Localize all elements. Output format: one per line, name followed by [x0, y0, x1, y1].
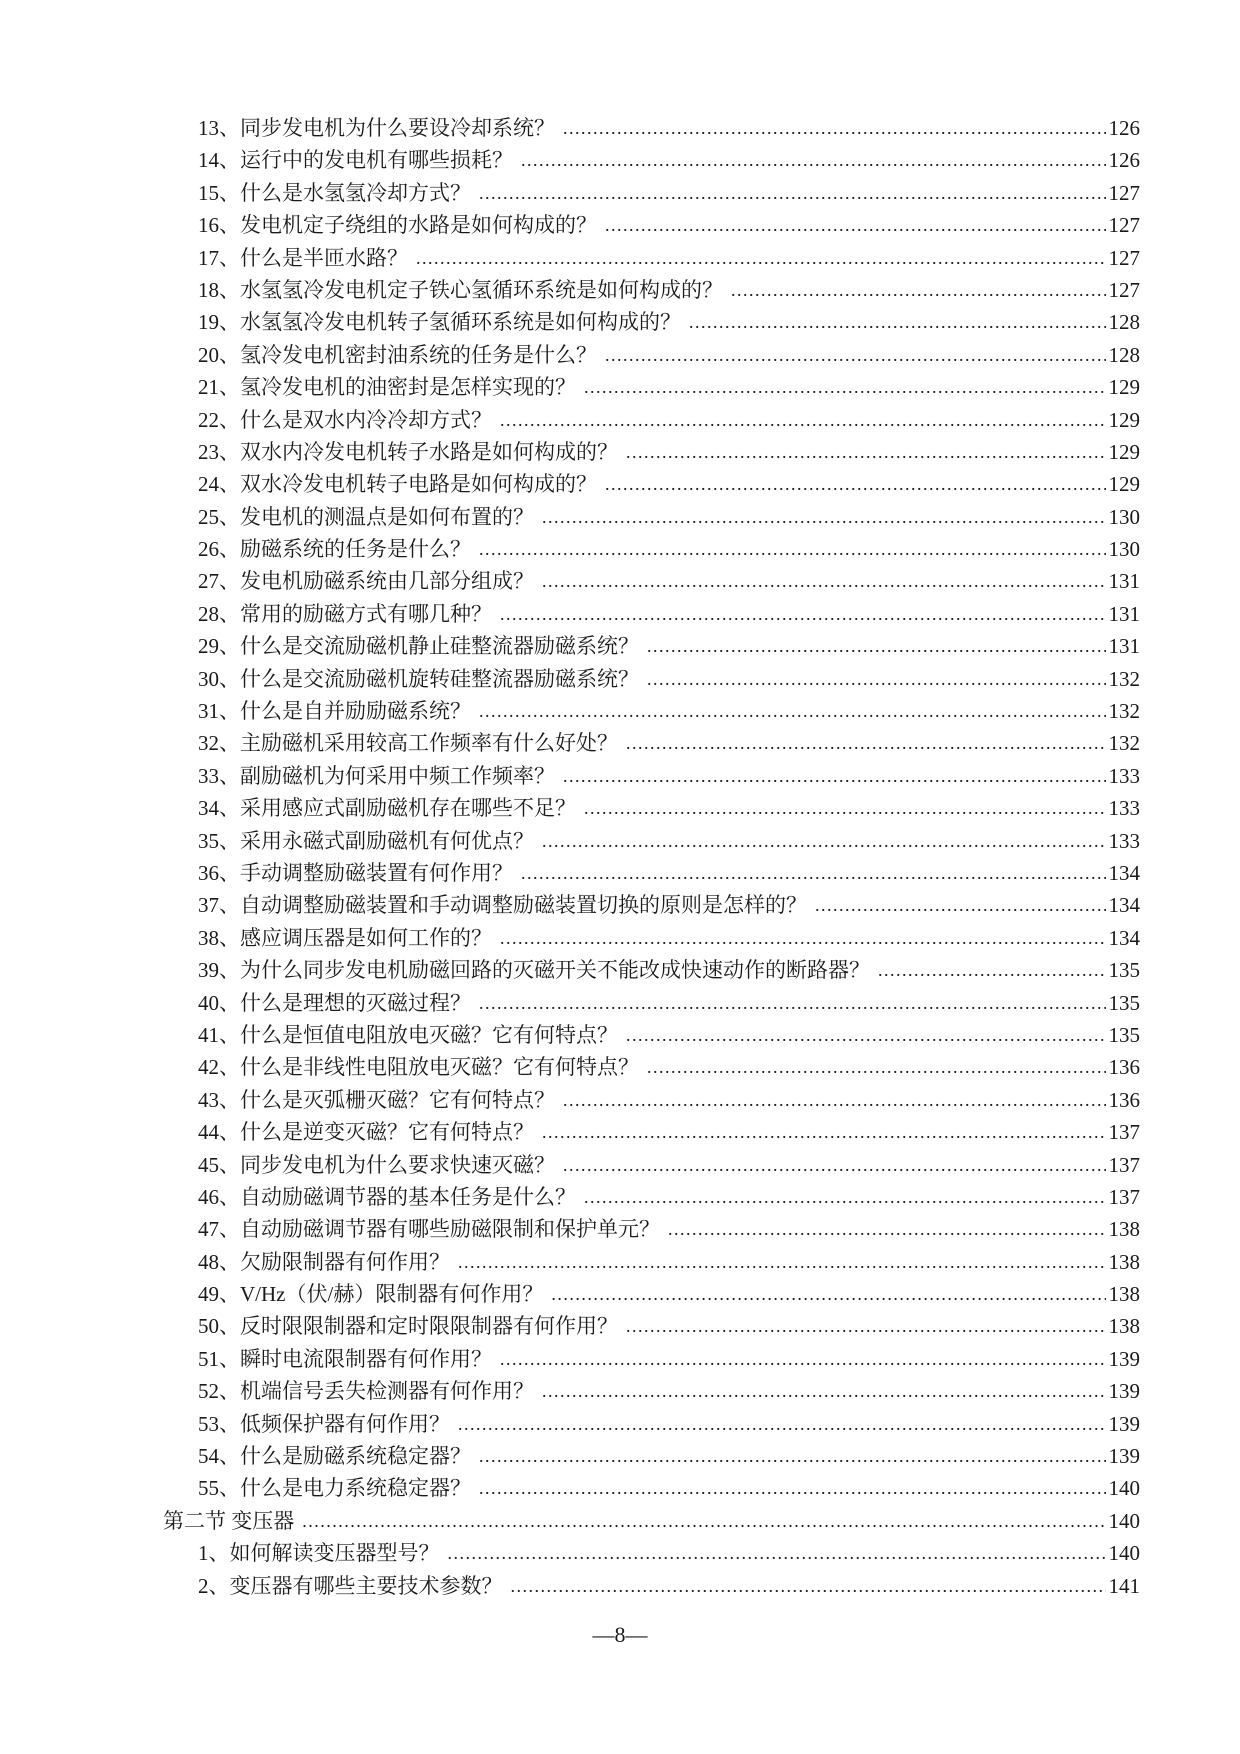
toc-entry-title: 43、什么是灭弧栅灭磁？它有何特点？ — [198, 1087, 555, 1112]
dot-leader-icon — [458, 1246, 1106, 1278]
toc-entry-36[interactable] — [163, 857, 1140, 889]
toc-entry-16[interactable] — [163, 209, 1140, 241]
toc-entry-31[interactable] — [163, 695, 1140, 727]
dot-leader-icon — [815, 889, 1106, 921]
dot-leader-icon — [458, 1408, 1106, 1440]
toc-entry-page[interactable]: 140 — [1108, 1476, 1140, 1501]
toc-entry-2[interactable] — [163, 1570, 1140, 1602]
toc-entry-35[interactable] — [163, 825, 1140, 857]
toc-entry-page[interactable]: 132 — [1108, 699, 1140, 724]
dot-leader-icon — [479, 987, 1106, 1019]
toc-entry-section[interactable] — [163, 1505, 1140, 1537]
dot-leader-icon — [479, 533, 1106, 565]
toc-entry-1[interactable] — [163, 1537, 1140, 1569]
toc-entry-title: 21、氢冷发电机的油密封是怎样实现的？ — [198, 375, 576, 400]
toc-entry-page[interactable]: 126 — [1108, 148, 1140, 173]
toc-entry-title: 33、副励磁机为何采用中频工作频率？ — [198, 763, 555, 788]
toc-entry-page[interactable]: 134 — [1108, 925, 1140, 950]
dot-leader-icon — [626, 1310, 1106, 1342]
toc-entry-page[interactable]: 132 — [1108, 731, 1140, 756]
dot-leader-icon — [542, 565, 1106, 597]
toc-entry-title: 53、低频保护器有何作用？ — [198, 1411, 450, 1436]
toc-entry-page[interactable]: 138 — [1108, 1249, 1140, 1274]
toc-entry-title: 28、常用的励磁方式有哪几种？ — [198, 601, 492, 626]
toc-entry-page[interactable]: 131 — [1108, 634, 1140, 659]
toc-entry-page[interactable]: 134 — [1108, 893, 1140, 918]
toc-entry-page[interactable]: 129 — [1108, 472, 1140, 497]
toc-entry-page[interactable]: 135 — [1108, 1022, 1140, 1047]
dot-leader-icon — [479, 695, 1106, 727]
toc-entry-page[interactable]: 130 — [1108, 504, 1140, 529]
toc-entry-title: 38、感应调压器是如何工作的？ — [198, 925, 492, 950]
toc-entry-30[interactable] — [163, 663, 1140, 695]
toc-entry-page[interactable]: 127 — [1108, 277, 1140, 302]
dot-leader-icon — [605, 209, 1106, 241]
toc-entry-44[interactable] — [163, 1116, 1140, 1148]
dot-leader-icon — [584, 1181, 1106, 1213]
dot-leader-icon — [647, 630, 1106, 662]
toc-entry-page[interactable]: 139 — [1108, 1411, 1140, 1436]
toc-entry-38[interactable] — [163, 922, 1140, 954]
toc-entry-page[interactable]: 138 — [1108, 1314, 1140, 1339]
toc-entry-page[interactable]: 139 — [1108, 1444, 1140, 1469]
dot-leader-icon — [542, 1116, 1106, 1148]
toc-entry-title: 30、什么是交流励磁机旋转硅整流器励磁系统？ — [198, 666, 639, 691]
toc-entry-title: 39、为什么同步发电机励磁回路的灭磁开关不能改成快速动作的断路器？ — [198, 958, 870, 983]
toc-entry-page[interactable]: 136 — [1108, 1055, 1140, 1080]
toc-entry-53[interactable] — [163, 1408, 1140, 1440]
dot-leader-icon — [521, 144, 1106, 176]
toc-entry-title: 41、什么是恒值电阻放电灭磁？它有何特点？ — [198, 1022, 618, 1047]
toc-entry-39[interactable] — [163, 954, 1140, 986]
dot-leader-icon — [647, 663, 1106, 695]
toc-entry-34[interactable] — [163, 792, 1140, 824]
dot-leader-icon — [542, 1375, 1106, 1407]
toc-entry-41[interactable] — [163, 1019, 1140, 1051]
toc-list — [163, 112, 1140, 1602]
page-number-footer: —8— — [592, 1622, 648, 1647]
dot-leader-icon — [479, 1440, 1106, 1472]
dot-leader-icon — [731, 274, 1106, 306]
dot-leader-icon — [500, 922, 1106, 954]
toc-entry-title: 16、发电机定子绕组的水路是如何构成的？ — [198, 213, 597, 238]
toc-entry-title: 54、什么是励磁系统稳定器？ — [198, 1444, 471, 1469]
toc-entry-title: 2、变压器有哪些主要技术参数？ — [198, 1573, 503, 1598]
dot-leader-icon — [563, 1084, 1106, 1116]
toc-entry-page[interactable]: 138 — [1108, 1282, 1140, 1307]
toc-entry-title: 46、自动励磁调节器的基本任务是什么？ — [198, 1184, 576, 1209]
toc-entry-title: 25、发电机的测温点是如何布置的？ — [198, 504, 534, 529]
toc-entry-title: 18、水氢氢冷发电机定子铁心氢循环系统是如何构成的？ — [198, 277, 723, 302]
toc-entry-51[interactable] — [163, 1343, 1140, 1375]
toc-entry-title: 22、什么是双水内冷冷却方式？ — [198, 407, 492, 432]
dot-leader-icon — [479, 177, 1106, 209]
toc-entry-title: 27、发电机励磁系统由几部分组成？ — [198, 569, 534, 594]
toc-entry-title: 42、什么是非线性电阻放电灭磁？它有何特点？ — [198, 1055, 639, 1080]
dot-leader-icon — [647, 1051, 1106, 1083]
dot-leader-icon — [563, 1149, 1106, 1181]
toc-entry-title: 48、欠励限制器有何作用？ — [198, 1249, 450, 1274]
toc-entry-page[interactable]: 135 — [1108, 958, 1140, 983]
toc-entry-52[interactable] — [163, 1375, 1140, 1407]
toc-entry-page[interactable]: 134 — [1108, 860, 1140, 885]
dot-leader-icon — [479, 1472, 1106, 1504]
toc-entry-13[interactable] — [163, 112, 1140, 144]
toc-entry-title: 第二节 变压器 — [163, 1508, 295, 1533]
toc-entry-54[interactable] — [163, 1440, 1140, 1472]
toc-entry-title: 37、自动调整励磁装置和手动调整励磁装置切换的原则是怎样的？ — [198, 893, 807, 918]
dot-leader-icon — [668, 1213, 1106, 1245]
toc-entry-title: 1、如何解读变压器型号？ — [198, 1541, 440, 1566]
toc-entry-title: 20、氢冷发电机密封油系统的任务是什么？ — [198, 342, 597, 367]
toc-entry-page[interactable]: 133 — [1108, 828, 1140, 853]
dot-leader-icon — [584, 792, 1106, 824]
toc-entry-17[interactable] — [163, 242, 1140, 274]
toc-entry-page[interactable]: 129 — [1108, 439, 1140, 464]
toc-entry-page[interactable]: 138 — [1108, 1217, 1140, 1242]
dot-leader-icon — [584, 371, 1106, 403]
toc-entry-title: 29、什么是交流励磁机静止硅整流器励磁系统？ — [198, 634, 639, 659]
toc-entry-title: 35、采用永磁式副励磁机有何优点？ — [198, 828, 534, 853]
toc-entry-page[interactable]: 136 — [1108, 1087, 1140, 1112]
toc-entry-45[interactable] — [163, 1149, 1140, 1181]
toc-entry-29[interactable] — [163, 630, 1140, 662]
toc-page — [163, 112, 1140, 1602]
toc-entry-page[interactable]: 126 — [1108, 116, 1140, 140]
dot-leader-icon — [605, 339, 1106, 371]
toc-entry-page[interactable]: 128 — [1108, 310, 1140, 335]
dot-leader-icon — [448, 1537, 1107, 1569]
toc-entry-22[interactable] — [163, 404, 1140, 436]
dot-leader-icon — [563, 760, 1106, 792]
toc-entry-25[interactable] — [163, 501, 1140, 533]
toc-entry-37[interactable] — [163, 889, 1140, 921]
toc-entry-title: 14、运行中的发电机有哪些损耗？ — [198, 148, 513, 173]
toc-entry-title: 45、同步发电机为什么要求快速灭磁？ — [198, 1152, 555, 1177]
toc-entry-title: 55、什么是电力系统稳定器？ — [198, 1476, 471, 1501]
toc-entry-14[interactable] — [163, 144, 1140, 176]
dot-leader-icon — [878, 954, 1106, 986]
toc-entry-page[interactable]: 127 — [1108, 180, 1140, 205]
toc-entry-24[interactable] — [163, 468, 1140, 500]
toc-entry-48[interactable] — [163, 1246, 1140, 1278]
dot-leader-icon — [605, 468, 1106, 500]
toc-entry-15[interactable] — [163, 177, 1140, 209]
dot-leader-icon — [500, 1343, 1106, 1375]
toc-entry-page[interactable]: 137 — [1108, 1152, 1140, 1177]
toc-entry-47[interactable] — [163, 1213, 1140, 1245]
toc-entry-page[interactable]: 140 — [1108, 1508, 1140, 1533]
toc-entry-28[interactable] — [163, 598, 1140, 630]
toc-entry-title: 19、水氢氢冷发电机转子氢循环系统是如何构成的？ — [198, 310, 681, 335]
toc-entry-page[interactable]: 141 — [1108, 1573, 1140, 1598]
toc-entry-42[interactable] — [163, 1051, 1140, 1083]
dot-leader-icon — [500, 404, 1106, 436]
toc-entry-33[interactable] — [163, 760, 1140, 792]
toc-entry-page[interactable]: 129 — [1108, 407, 1140, 432]
toc-entry-title: 26、励磁系统的任务是什么？ — [198, 537, 471, 562]
toc-entry-title: 23、双水内冷发电机转子水路是如何构成的？ — [198, 439, 618, 464]
toc-entry-page[interactable]: 137 — [1108, 1184, 1140, 1209]
toc-entry-40[interactable] — [163, 987, 1140, 1019]
toc-entry-title: 24、双水冷发电机转子电路是如何构成的？ — [198, 472, 597, 497]
toc-entry-title: 52、机端信号丢失检测器有何作用？ — [198, 1379, 534, 1404]
toc-entry-title: 13、同步发电机为什么要设冷却系统？ — [198, 116, 555, 140]
toc-entry-page[interactable]: 131 — [1108, 569, 1140, 594]
toc-entry-32[interactable] — [163, 727, 1140, 759]
toc-entry-title: 51、瞬时电流限制器有何作用？ — [198, 1346, 492, 1371]
toc-entry-title: 31、什么是自并励励磁系统？ — [198, 699, 471, 724]
toc-entry-page[interactable]: 133 — [1108, 796, 1140, 821]
toc-entry-page[interactable]: 137 — [1108, 1120, 1140, 1145]
toc-entry-49[interactable] — [163, 1278, 1140, 1310]
toc-entry-page[interactable]: 140 — [1108, 1541, 1140, 1566]
toc-entry-page[interactable]: 129 — [1108, 375, 1140, 400]
dot-leader-icon — [416, 242, 1106, 274]
toc-entry-50[interactable] — [163, 1310, 1140, 1342]
toc-entry-26[interactable] — [163, 533, 1140, 565]
dot-leader-icon — [521, 857, 1106, 889]
toc-entry-18[interactable] — [163, 274, 1140, 306]
toc-entry-20[interactable] — [163, 339, 1140, 371]
toc-entry-title: 15、什么是水氢氢冷却方式？ — [198, 180, 471, 205]
toc-entry-page[interactable]: 132 — [1108, 666, 1140, 691]
dot-leader-icon — [626, 727, 1106, 759]
toc-entry-title: 49、V/Hz（伏/赫）限制器有何作用？ — [198, 1282, 544, 1307]
toc-entry-23[interactable] — [163, 436, 1140, 468]
toc-entry-27[interactable] — [163, 565, 1140, 597]
toc-entry-43[interactable] — [163, 1084, 1140, 1116]
toc-entry-title: 32、主励磁机采用较高工作频率有什么好处？ — [198, 731, 618, 756]
toc-entry-page[interactable]: 139 — [1108, 1346, 1140, 1371]
toc-entry-title: 44、什么是逆变灭磁？它有何特点？ — [198, 1120, 534, 1145]
toc-entry-46[interactable] — [163, 1181, 1140, 1213]
toc-entry-page[interactable]: 139 — [1108, 1379, 1140, 1404]
toc-entry-55[interactable] — [163, 1472, 1140, 1504]
toc-entry-page[interactable]: 130 — [1108, 537, 1140, 562]
dot-leader-icon — [302, 1505, 1106, 1537]
dot-leader-icon — [626, 436, 1106, 468]
dot-leader-icon — [551, 1278, 1106, 1310]
toc-entry-title: 50、反时限限制器和定时限限制器有何作用？ — [198, 1314, 618, 1339]
dot-leader-icon — [689, 306, 1106, 338]
dot-leader-icon — [542, 825, 1106, 857]
toc-entry-title: 47、自动励磁调节器有哪些励磁限制和保护单元？ — [198, 1217, 660, 1242]
toc-entry-page[interactable]: 135 — [1108, 990, 1140, 1015]
dot-leader-icon — [563, 112, 1106, 144]
dot-leader-icon — [542, 501, 1106, 533]
toc-entry-title: 40、什么是理想的灭磁过程？ — [198, 990, 471, 1015]
toc-entry-page[interactable]: 128 — [1108, 342, 1140, 367]
toc-entry-title: 36、手动调整励磁装置有何作用？ — [198, 860, 513, 885]
toc-entry-19[interactable] — [163, 306, 1140, 338]
toc-entry-page[interactable]: 133 — [1108, 763, 1140, 788]
toc-entry-title: 17、什么是半匝水路？ — [198, 245, 408, 270]
toc-entry-page[interactable]: 127 — [1108, 245, 1140, 270]
toc-entry-page[interactable]: 127 — [1108, 213, 1140, 238]
toc-entry-21[interactable] — [163, 371, 1140, 403]
dot-leader-icon — [511, 1570, 1107, 1602]
toc-entry-page[interactable]: 131 — [1108, 601, 1140, 626]
dot-leader-icon — [500, 598, 1106, 630]
dot-leader-icon — [626, 1019, 1106, 1051]
toc-entry-title: 34、采用感应式副励磁机存在哪些不足？ — [198, 796, 576, 821]
